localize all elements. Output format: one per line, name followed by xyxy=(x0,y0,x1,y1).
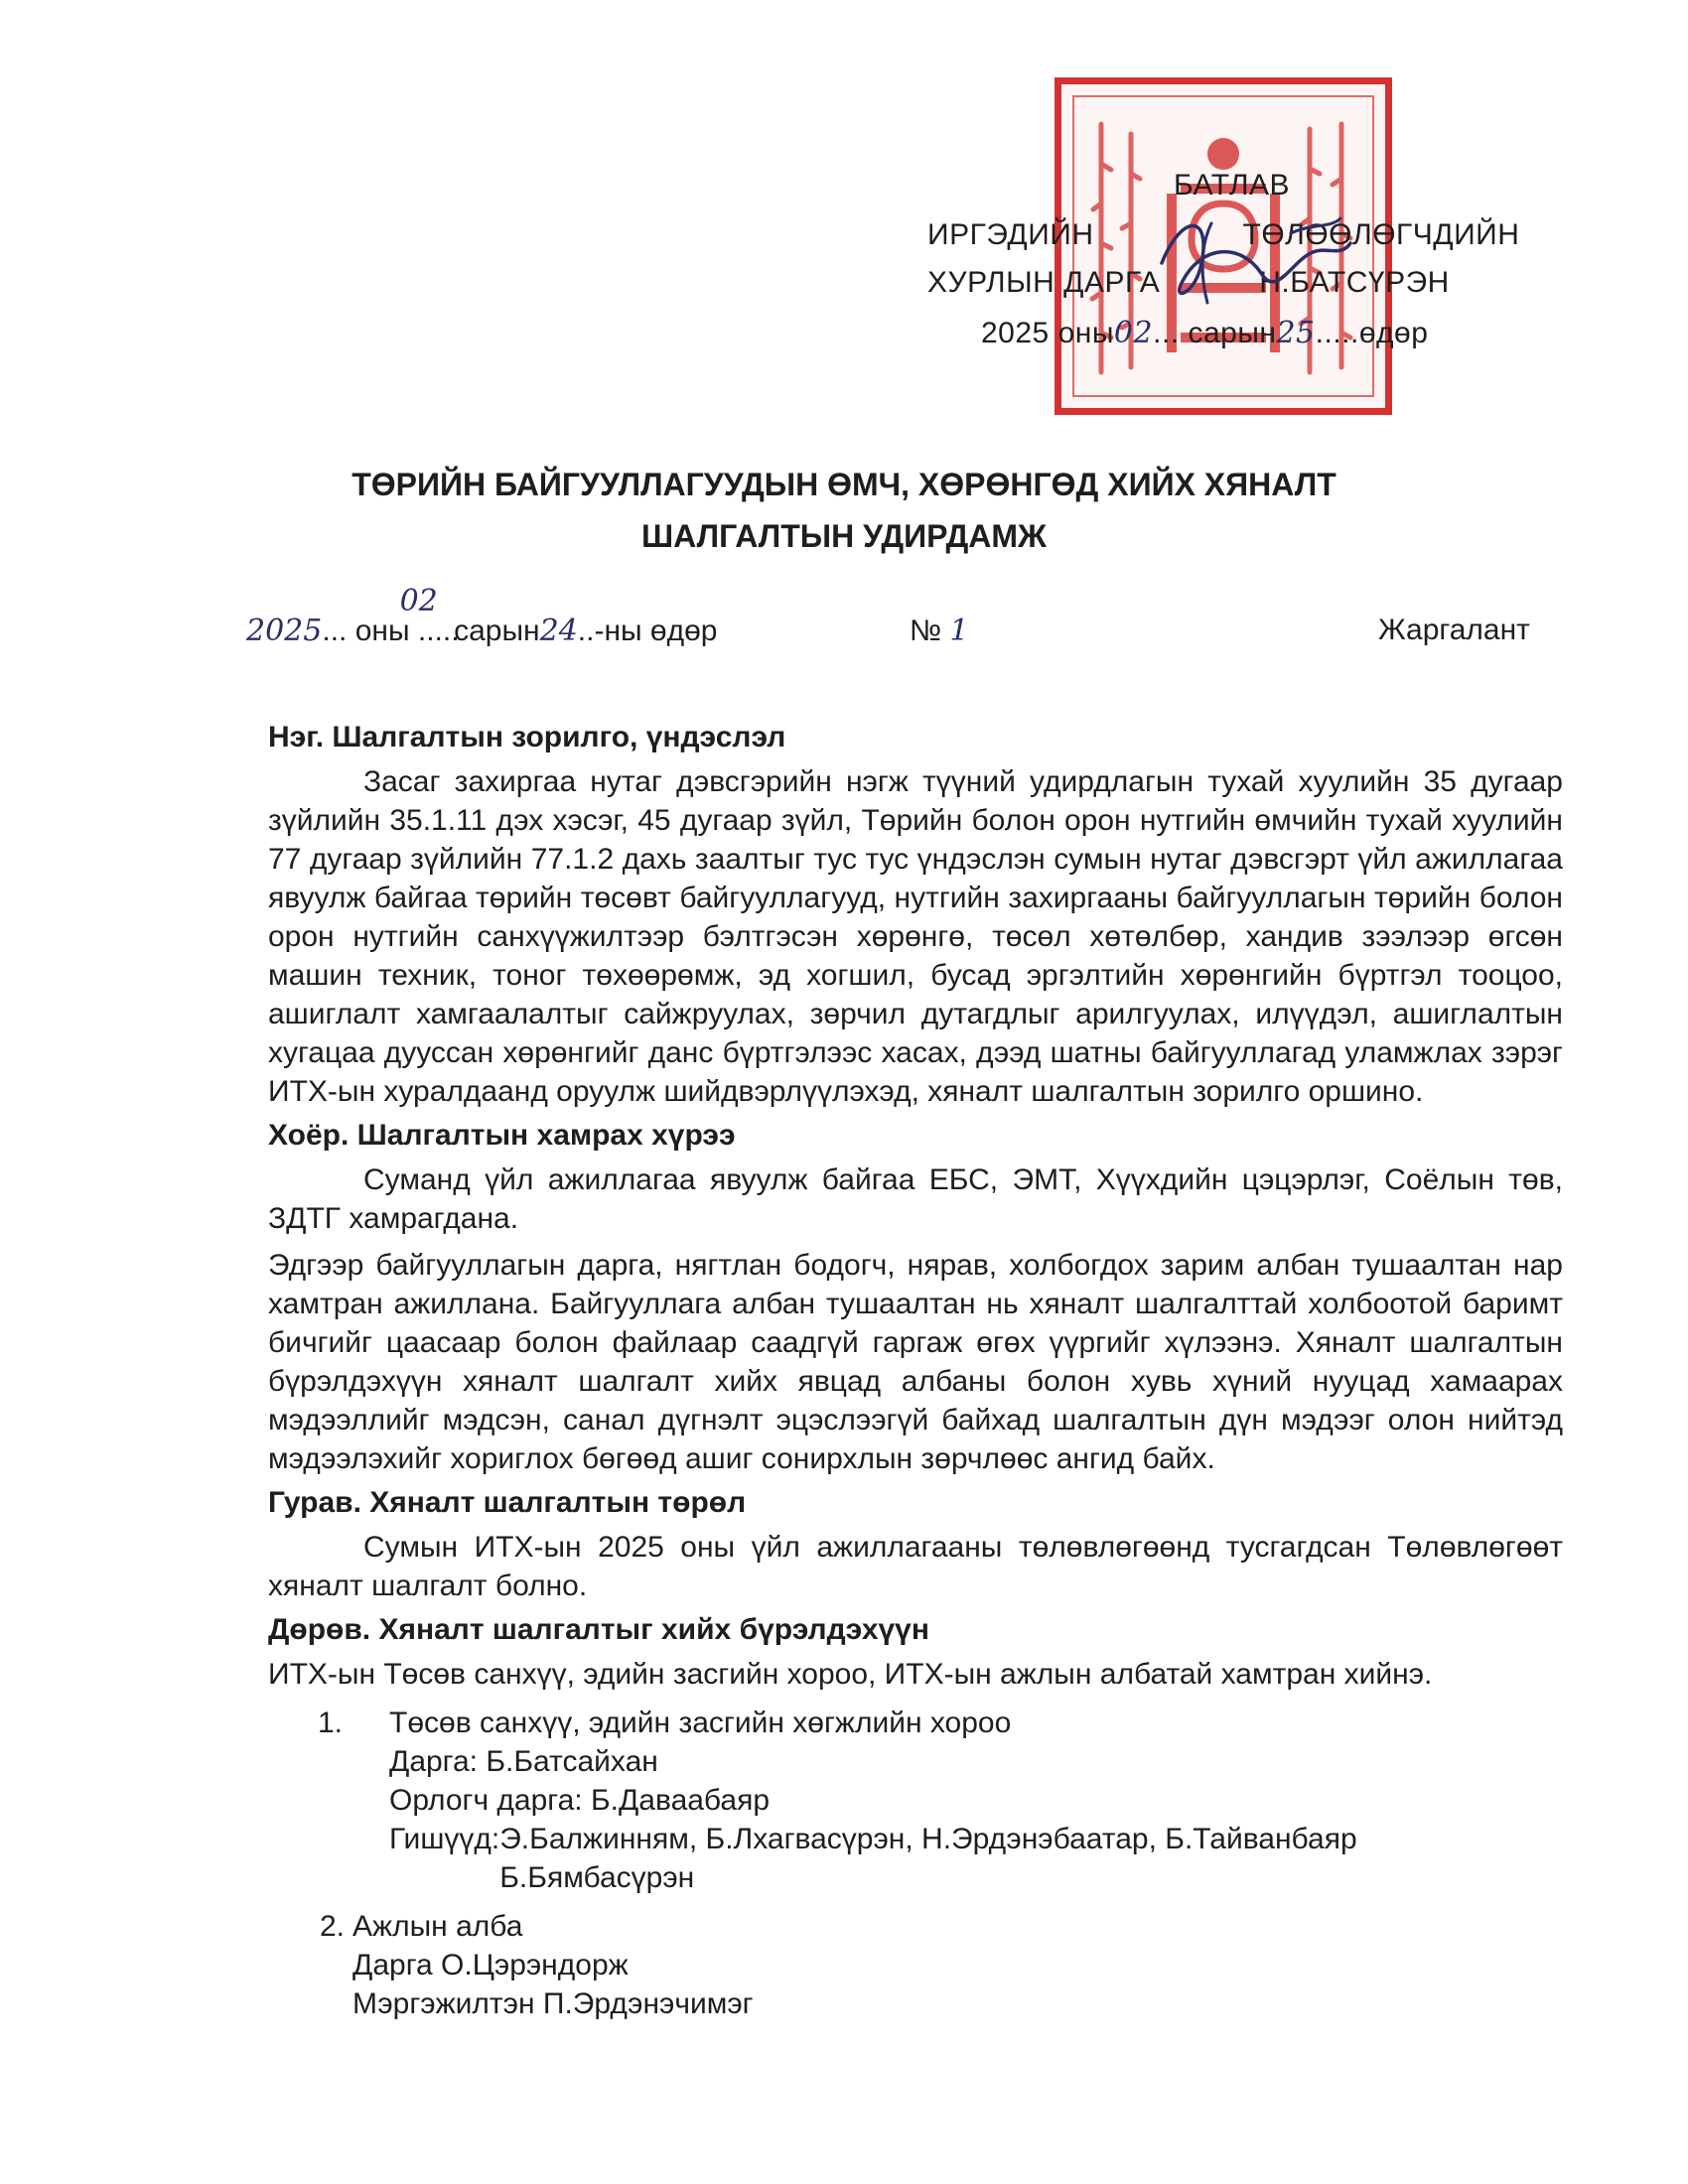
committee-2-title: Ажлын алба xyxy=(352,1910,523,1943)
approval-line-2: ХУРЛЫН ДАРГА Н.БАТСҮРЭН xyxy=(927,266,1450,299)
committee-1-chair: Дарга: Б.Батсайхан xyxy=(389,1745,658,1778)
approval-date: 2025 оны02... сарын25.....өдөр xyxy=(981,316,1429,350)
members-line-1: Э.Балжинням, Б.Лхагвасүрэн, Н.Эрдэнэбаатар, Б.Тайванбаяр xyxy=(499,1823,1357,1855)
section-4-heading: Дөрөв. Хяналт шалгалтыг хийх бүрэлдэхүүн xyxy=(268,1613,929,1646)
approval-day-handwritten: 25 xyxy=(1276,316,1316,350)
members-line-2: Б.Бямбасүрэн xyxy=(499,1861,695,1894)
date-day-handwritten: 24 xyxy=(539,614,578,648)
document-date: 2025... оны .....02 сарын24..-ны өдөр xyxy=(246,584,718,648)
members-label: Гишүүд: xyxy=(389,1823,500,1855)
list-item xyxy=(268,1907,1563,2023)
committee-list xyxy=(268,1704,1563,2023)
committee-1-vice-chair: Орлогч дарга: Б.Даваабаяр xyxy=(389,1784,771,1817)
approval-title: БАТЛАВ xyxy=(1174,169,1291,202)
list-item-number: 2. xyxy=(320,1910,346,1943)
committee-2-specialist: Мэргэжилтэн П.Эрдэнэчимэг xyxy=(352,1987,754,2020)
title-line-2: ШАЛГАЛТЫН УДИРДАМЖ xyxy=(641,518,1047,554)
title-line-1: ТӨРИЙН БАЙГУУЛЛАГУУДЫН ӨМЧ, ХӨРӨНГӨД ХИЙХ ХЯНАЛТ xyxy=(352,467,1336,502)
section-4-text: ИТХ-ын Төсөв санхүү, эдийн засгийн хороо, ИТХ-ын ажлын албатай хамтран хийнэ. xyxy=(268,1658,1433,1691)
section-2-text-1: Суманд үйл ажиллагаа явуулж байгаа ЕБС, ЭМТ, Хүүхдийн цэцэрлэг, Соёлын төв, ЗДТГ хамрагдана. xyxy=(268,1163,1563,1235)
document-number: № 1 xyxy=(910,614,969,648)
section-2-text-2: Эдгээр байгууллагын дарга, нягтлан бодогч, нярав, холбогдох зарим албан тушаалтан нар хамтран ажиллана. Байгууллага албан тушаалтан нь хяналт шалгалттай холбоотой баримт бичгийг цаасаар болон файлаар саадгүй гаргаж өгөх үүргийг хүлээнэ. Хяналт шалгалтын бүрэлдэхүүн хяналт шалгалт хийх явцад албаны болон хувь хүний нууцад хамаарах мэдээллийг мэдсэн, санал дүгнэлт эцэслээгүй байхад шалгалтын дүн мэдээг олон нийтэд мэдээлэхийг хориглох бөгөөд ашиг сонирхлын зөрчлөөс ангид байх. xyxy=(268,1249,1563,1475)
list-item xyxy=(268,1704,1563,1897)
committee-1-title: Төсөв санхүү, эдийн засгийн хөгжлийн хороо xyxy=(389,1706,1012,1739)
section-3-text: Сумын ИТХ-ын 2025 оны үйл ажиллагааны төлөвлөгөөнд тусгагдсан Төлөвлөгөөт хяналт шалгалт болно. xyxy=(268,1531,1563,1602)
number-handwritten: 1 xyxy=(949,614,969,648)
date-month-handwritten: 02 xyxy=(399,584,438,618)
document-body xyxy=(268,717,1563,2023)
document-place: Жаргалант xyxy=(1378,614,1530,646)
date-year-handwritten: 2025 xyxy=(246,614,323,648)
section-2-heading: Хоёр. Шалгалтын хамрах хүрээ xyxy=(268,1119,736,1152)
list-item-number: 1. xyxy=(318,1706,344,1739)
document-title xyxy=(0,459,1688,562)
approval-month-handwritten: 02 xyxy=(1113,316,1154,350)
section-3-heading: Гурав. Хяналт шалгалтын төрөл xyxy=(268,1486,747,1519)
approval-line-1: ИРГЭДИЙН ТӨЛӨӨЛӨГЧДИЙН xyxy=(927,218,1520,251)
section-1-heading: Нэг. Шалгалтын зорилго, үндэслэл xyxy=(268,721,786,753)
section-1-text: Засаг захиргаа нутаг дэвсгэрийн нэгж түүний удирдлагын тухай хуулийн 35 дугаар зүйлийн 35.1.11 дэх хэсэг, 45 дугаар зүйл, Төрийн болон орон нутгийн өмчийн тухай хуулийн 77 дугаар зүйлийн 77.1.2 дахь заалтыг тус тус үндэслэн сумын нутаг дэвсгэрт үйл ажиллагаа явуулж байгаа төрийн төсөвт байгууллагууд, нутгийн захиргааны байгууллагын төрийн болон орон нутгийн санхүүжилтээр бэлтгэсэн хөрөнгө, төсөл хөтөлбөр, хандив зээлээр өгсөн машин техник, тоног төхөөрөмж, эд хогшил, бусад эргэлтийн хөрөнгийн бүртгэл тооцоо, ашиглалт хамгаалалтыг сайжруулах, зөрчил дутагдлыг арилгуулах, илүүдэл, ашиглалтын хугацаа дууссан хөрөнгийг данс бүртгэлээс хасах, дээд шатны байгууллагад уламжлах зэрэг ИТХ-ын хуралдаанд оруулж шийдвэрлүүлэхэд, хяналт шалгалтын зорилго оршино. xyxy=(268,765,1563,1108)
signature-mark xyxy=(1142,204,1360,323)
committee-1-members xyxy=(389,1820,1563,1897)
committee-2-chair: Дарга О.Цэрэндорж xyxy=(352,1949,629,1981)
